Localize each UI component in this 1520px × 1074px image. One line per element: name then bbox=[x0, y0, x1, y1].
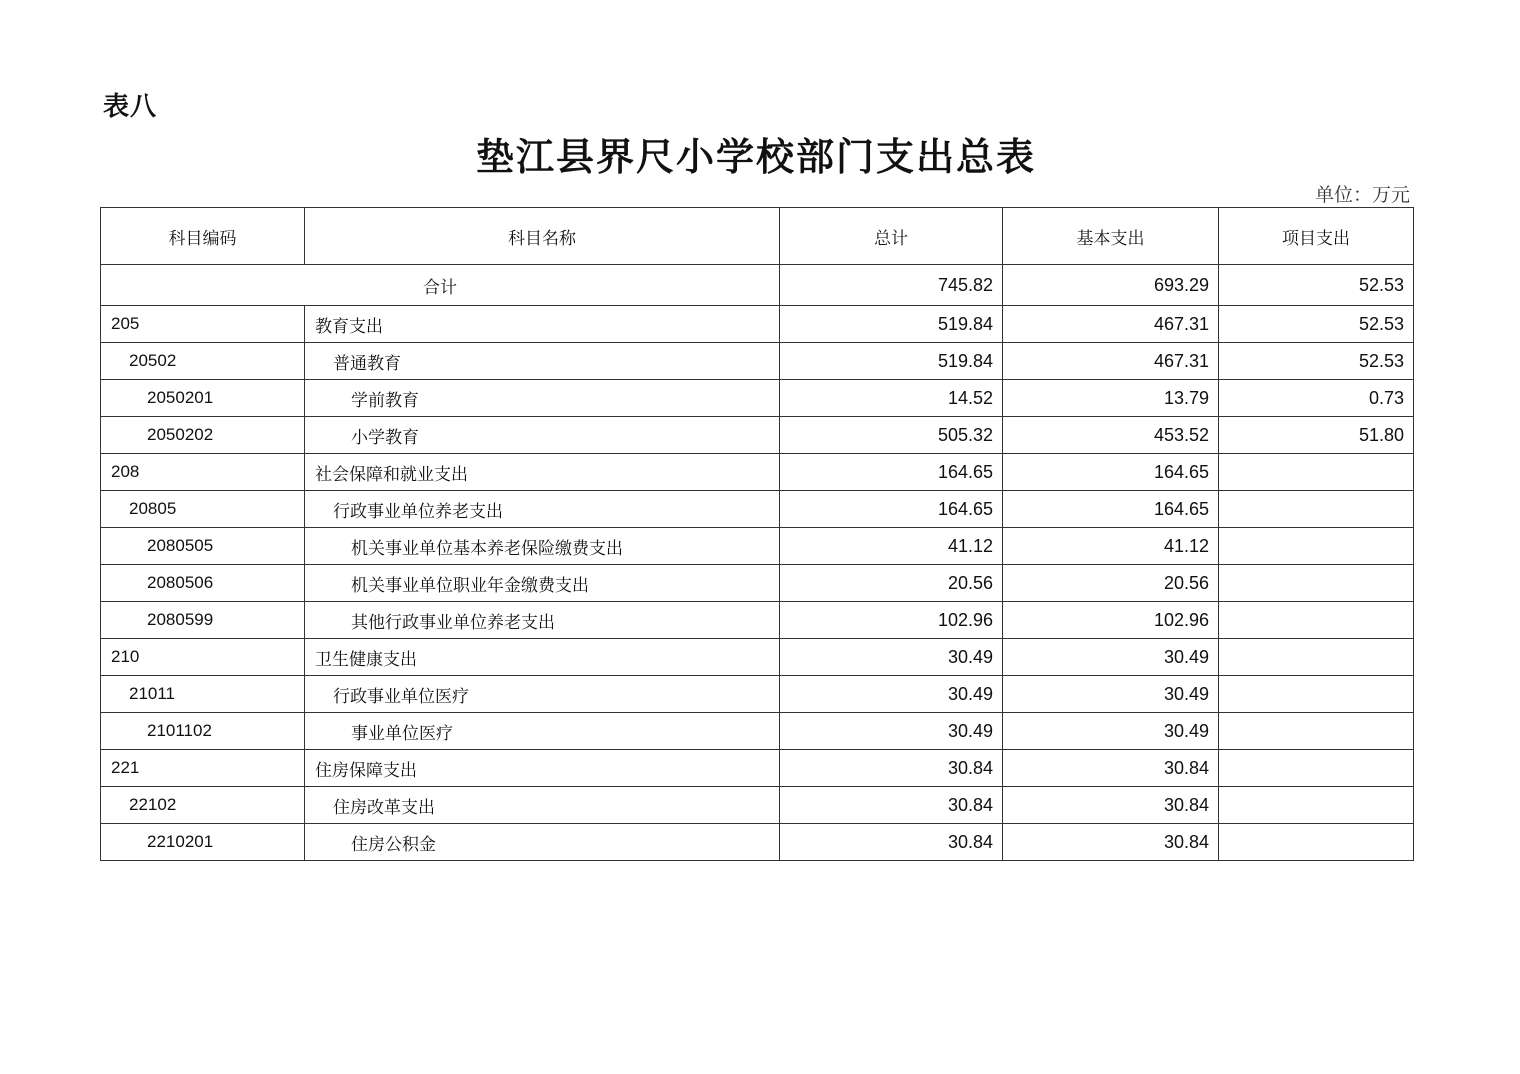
subject-code-cell: 2080506 bbox=[101, 565, 305, 602]
subject-name-cell: 住房公积金 bbox=[305, 824, 780, 861]
subject-name-cell: 教育支出 bbox=[305, 306, 780, 343]
project-expenditure-cell bbox=[1219, 454, 1414, 491]
table-row bbox=[101, 750, 1414, 787]
header-subject-code: 科目编码 bbox=[101, 208, 305, 265]
subject-code-cell: 205 bbox=[101, 306, 305, 343]
table-row bbox=[101, 454, 1414, 491]
table-row bbox=[101, 824, 1414, 861]
project-expenditure-cell bbox=[1219, 824, 1414, 861]
page-title: 垫江县界尺小学校部门支出总表 bbox=[475, 134, 1036, 179]
total-cell: 14.52 bbox=[780, 380, 1003, 417]
total-cell: 30.49 bbox=[780, 676, 1003, 713]
project-expenditure-cell bbox=[1219, 639, 1414, 676]
table-row bbox=[101, 380, 1414, 417]
subject-code-cell: 2080505 bbox=[101, 528, 305, 565]
subject-name-cell: 机关事业单位基本养老保险缴费支出 bbox=[305, 528, 780, 565]
total-cell: 164.65 bbox=[780, 491, 1003, 528]
subject-name-cell: 行政事业单位养老支出 bbox=[305, 491, 780, 528]
subject-code-cell: 20502 bbox=[101, 343, 305, 380]
basic-expenditure-cell: 30.84 bbox=[1003, 787, 1219, 824]
total-cell: 505.32 bbox=[780, 417, 1003, 454]
subject-name-cell: 住房保障支出 bbox=[305, 750, 780, 787]
subject-code-cell: 22102 bbox=[101, 787, 305, 824]
project-expenditure-cell: 52.53 bbox=[1219, 343, 1414, 380]
table-row bbox=[101, 306, 1414, 343]
header-subject-name: 科目名称 bbox=[305, 208, 780, 265]
subject-name-cell: 住房改革支出 bbox=[305, 787, 780, 824]
basic-expenditure-cell: 30.84 bbox=[1003, 750, 1219, 787]
subject-name-cell: 小学教育 bbox=[305, 417, 780, 454]
table-row bbox=[101, 565, 1414, 602]
subject-code-cell: 20805 bbox=[101, 491, 305, 528]
subject-name-cell: 卫生健康支出 bbox=[305, 639, 780, 676]
total-cell: 30.84 bbox=[780, 787, 1003, 824]
table-row bbox=[101, 528, 1414, 565]
basic-expenditure-cell: 13.79 bbox=[1003, 380, 1219, 417]
table-row bbox=[101, 787, 1414, 824]
project-expenditure-cell bbox=[1219, 750, 1414, 787]
basic-expenditure-cell: 467.31 bbox=[1003, 306, 1219, 343]
table-row bbox=[101, 491, 1414, 528]
subject-name-cell: 其他行政事业单位养老支出 bbox=[305, 602, 780, 639]
subject-name-cell: 社会保障和就业支出 bbox=[305, 454, 780, 491]
table-number-label: 表八 bbox=[103, 92, 158, 122]
table-row bbox=[101, 639, 1414, 676]
total-cell: 519.84 bbox=[780, 343, 1003, 380]
subject-name-cell: 普通教育 bbox=[305, 343, 780, 380]
expenditure-table bbox=[100, 207, 1414, 861]
subject-code-cell: 2210201 bbox=[101, 824, 305, 861]
total-cell: 30.84 bbox=[780, 824, 1003, 861]
project-expenditure-cell: 52.53 bbox=[1219, 306, 1414, 343]
basic-expenditure-cell: 164.65 bbox=[1003, 454, 1219, 491]
subject-name-cell: 事业单位医疗 bbox=[305, 713, 780, 750]
project-expenditure-cell: 0.73 bbox=[1219, 380, 1414, 417]
total-basic: 693.29 bbox=[1003, 265, 1219, 306]
table-row bbox=[101, 602, 1414, 639]
basic-expenditure-cell: 453.52 bbox=[1003, 417, 1219, 454]
subject-code-cell: 2050202 bbox=[101, 417, 305, 454]
total-cell: 41.12 bbox=[780, 528, 1003, 565]
header-row bbox=[101, 208, 1414, 265]
basic-expenditure-cell: 20.56 bbox=[1003, 565, 1219, 602]
total-row bbox=[101, 265, 1414, 306]
table-row bbox=[101, 676, 1414, 713]
subject-code-cell: 221 bbox=[101, 750, 305, 787]
unit-label: 单位：万元 bbox=[1314, 184, 1410, 206]
total-cell: 30.49 bbox=[780, 639, 1003, 676]
basic-expenditure-cell: 30.49 bbox=[1003, 713, 1219, 750]
basic-expenditure-cell: 41.12 bbox=[1003, 528, 1219, 565]
subject-code-cell: 210 bbox=[101, 639, 305, 676]
table-row bbox=[101, 417, 1414, 454]
basic-expenditure-cell: 467.31 bbox=[1003, 343, 1219, 380]
project-expenditure-cell bbox=[1219, 787, 1414, 824]
total-cell: 102.96 bbox=[780, 602, 1003, 639]
basic-expenditure-cell: 30.84 bbox=[1003, 824, 1219, 861]
basic-expenditure-cell: 30.49 bbox=[1003, 639, 1219, 676]
subject-code-cell: 2080599 bbox=[101, 602, 305, 639]
header-basic-expenditure: 基本支出 bbox=[1003, 208, 1219, 265]
total-sum: 745.82 bbox=[780, 265, 1003, 306]
total-project: 52.53 bbox=[1219, 265, 1414, 306]
project-expenditure-cell bbox=[1219, 713, 1414, 750]
basic-expenditure-cell: 102.96 bbox=[1003, 602, 1219, 639]
header-project-expenditure: 项目支出 bbox=[1219, 208, 1414, 265]
table-row bbox=[101, 343, 1414, 380]
project-expenditure-cell bbox=[1219, 602, 1414, 639]
total-cell: 30.84 bbox=[780, 750, 1003, 787]
subject-name-cell: 机关事业单位职业年金缴费支出 bbox=[305, 565, 780, 602]
project-expenditure-cell bbox=[1219, 491, 1414, 528]
total-cell: 519.84 bbox=[780, 306, 1003, 343]
project-expenditure-cell bbox=[1219, 528, 1414, 565]
subject-code-cell: 2101102 bbox=[101, 713, 305, 750]
subject-code-cell: 21011 bbox=[101, 676, 305, 713]
total-label: 合计 bbox=[101, 265, 780, 306]
basic-expenditure-cell: 30.49 bbox=[1003, 676, 1219, 713]
total-cell: 30.49 bbox=[780, 713, 1003, 750]
table-row bbox=[101, 713, 1414, 750]
total-cell: 20.56 bbox=[780, 565, 1003, 602]
project-expenditure-cell: 51.80 bbox=[1219, 417, 1414, 454]
total-cell: 164.65 bbox=[780, 454, 1003, 491]
subject-code-cell: 2050201 bbox=[101, 380, 305, 417]
subject-name-cell: 行政事业单位医疗 bbox=[305, 676, 780, 713]
project-expenditure-cell bbox=[1219, 565, 1414, 602]
basic-expenditure-cell: 164.65 bbox=[1003, 491, 1219, 528]
header-total: 总计 bbox=[780, 208, 1003, 265]
subject-code-cell: 208 bbox=[101, 454, 305, 491]
subject-name-cell: 学前教育 bbox=[305, 380, 780, 417]
project-expenditure-cell bbox=[1219, 676, 1414, 713]
